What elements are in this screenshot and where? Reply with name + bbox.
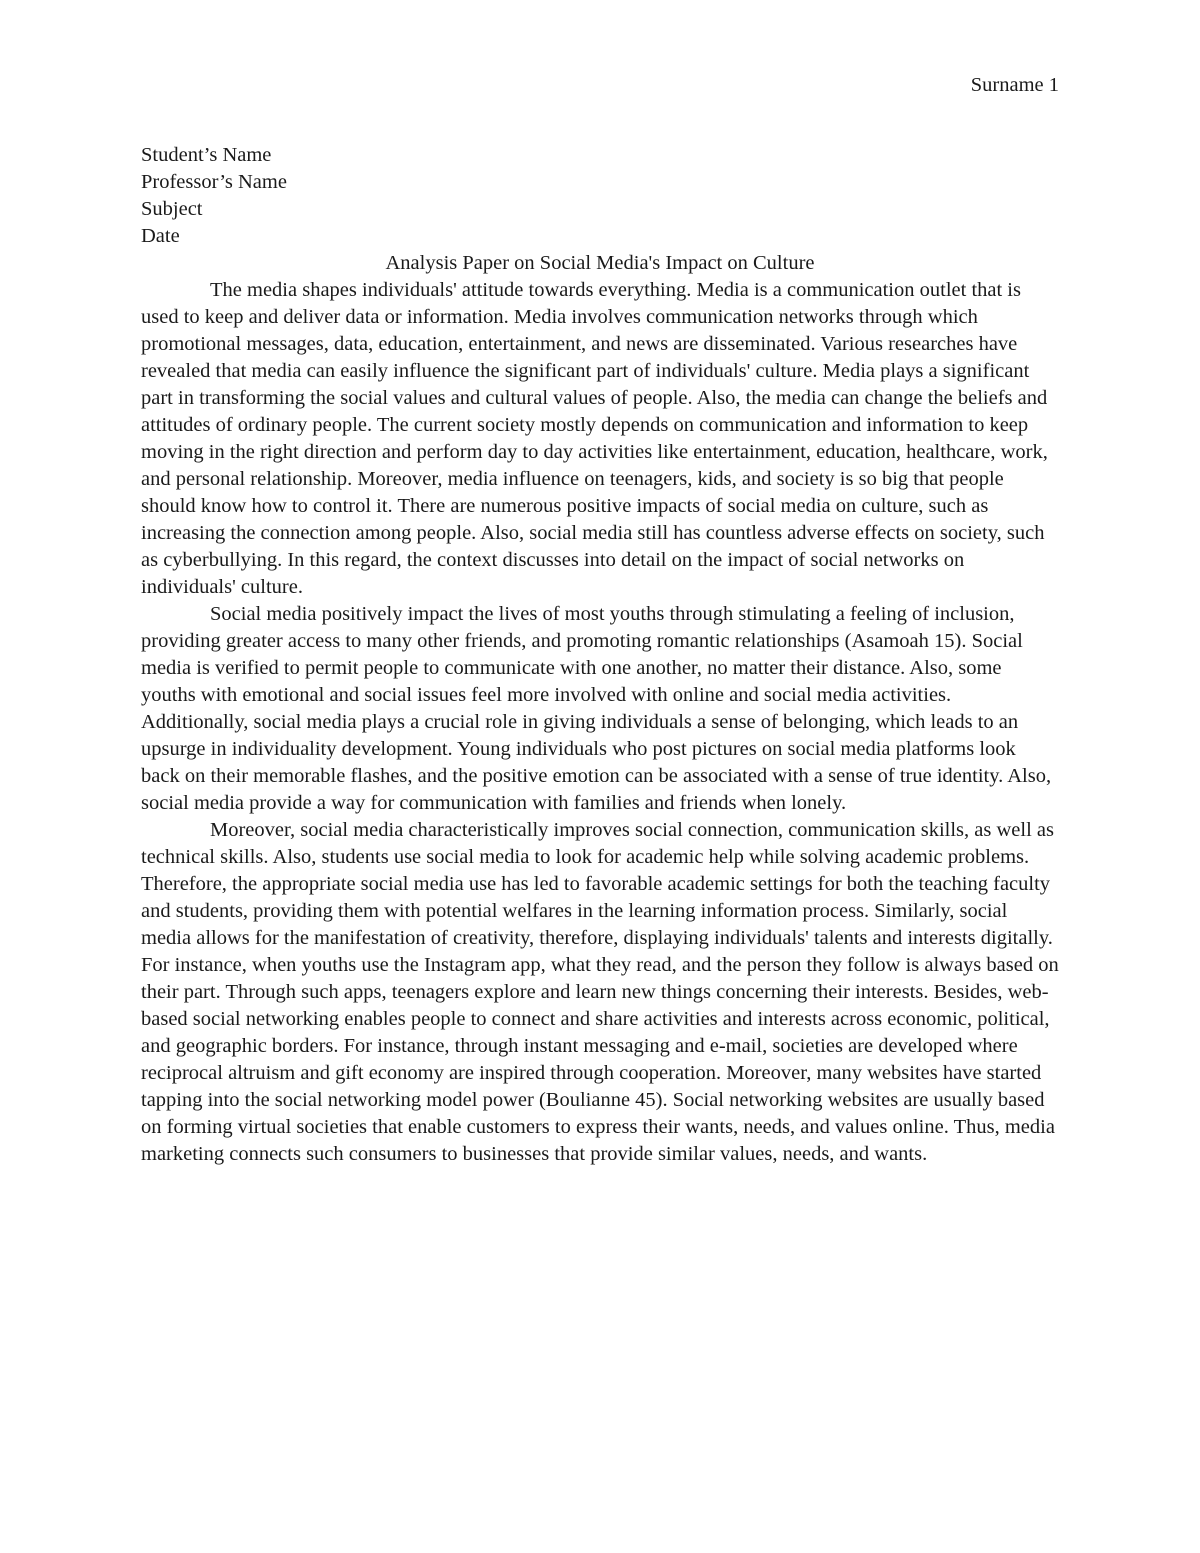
paper-title: Analysis Paper on Social Media's Impact on Culture [385,252,815,274]
date: Date [141,225,180,247]
paragraph-positive-impact: Social media positively impact the lives of most youths through stimulating a feeling of inclusion, providing greater access to many other friends, and promoting romantic relationships (Asamoah 15). Social media is verified to permit people to communicate with one another, no matter their distance. Also, some youths with emotional and social issues feel more involved with online and social media activities. Additionally, social media plays a crucial role in giving individuals a sense of belonging, which leads to an upsurge in individuality development. Young individuals who post pictures on social media platforms look back on their memorable flashes, and the positive emotion can be associated with a sense of true identity. Also, social media provide a way for communication with families and friends when lonely. [141,603,1052,814]
paragraph-social-connection: Moreover, social media characteristically improves social connection, communication skills, as well as technical skills. Also, students use social media to look for academic help while solving academic problems. Therefore, the appropriate social media use has led to favorable academic settings for both the teaching faculty and students, providing them with potential welfares in the learning information process. Similarly, social media allows for the manifestation of creativity, therefore, displaying individuals' talents and interests digitally. For instance, when youths use the Instagram app, what they read, and the person they follow is always based on their part. Through such apps, teenagers explore and learn new things concerning their interests. Besides, web-based social networking enables people to connect and share activities and interests across economic, political, and geographic borders. For instance, through instant messaging and e-mail, societies are developed where reciprocal altruism and gift economy are inspired through cooperation. Moreover, many websites have started tapping into the social networking model power (Boulianne 45). Social networking websites are usually based on forming virtual societies that enable customers to express their wants, needs, and values online. Thus, media marketing connects such consumers to businesses that provide similar values, needs, and wants. [141,819,1059,1165]
subject: Subject [141,198,203,220]
paragraph-intro: The media shapes individuals' attitude towards everything. Media is a communication outlet that is used to keep and deliver data or information. Media involves communication networks through which promotional messages, data, education, entertainment, and news are disseminated. Various researches have revealed that media can easily influence the significant part of individuals' culture. Media plays a significant part in transforming the social values and cultural values of people. Also, the media can change the beliefs and attitudes of ordinary people. The current society mostly depends on communication and information to keep moving in the right direction and perform day to day activities like entertainment, education, healthcare, work, and personal relationship. Moreover, media influence on teenagers, kids, and society is so big that people should know how to control it. There are numerous positive impacts of social media on culture, such as increasing the connection among people. Also, social media still has countless adverse effects on society, such as cyberbullying. In this regard, the context discusses into detail on the impact of social networks on individuals' culture. [141,279,1048,598]
student-name: Student’s Name [141,144,272,166]
running-head: Surname 1 [970,74,1059,96]
document-body [141,142,1059,1168]
professor-name: Professor’s Name [141,171,287,193]
